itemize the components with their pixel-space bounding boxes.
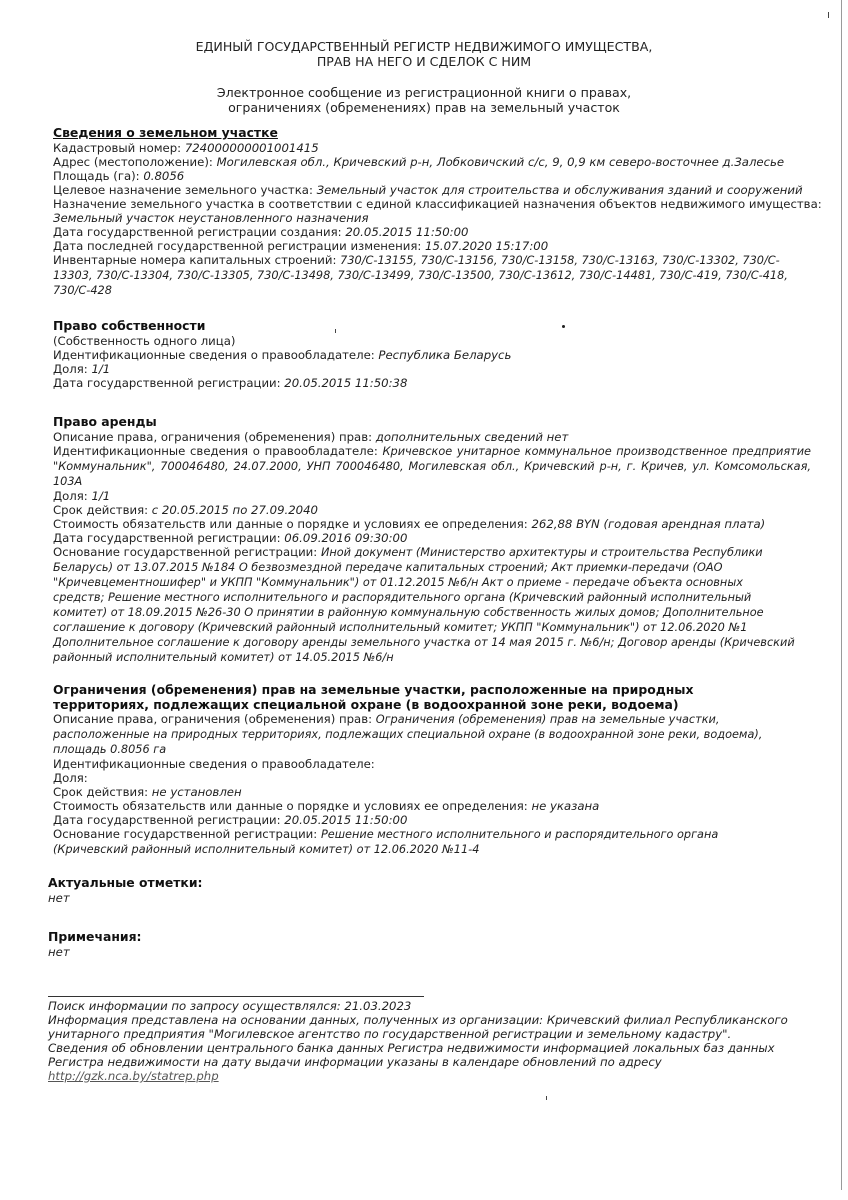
classification-value: Земельный участок неустановленного назначения: [53, 210, 369, 225]
inventory-numbers-label: Инвентарные номера капитальных строений:: [53, 252, 341, 267]
changed-date-row: [53, 239, 815, 253]
restrictions-description-value: Ограничения (обременения) прав на земельные участки, расположенные на природных территориях, подлежащих специальной охране (в водоохранной зоне реки, водоема), площадь 0.8056 га: [53, 713, 763, 757]
restrictions-reg-date-label: Дата государственной регистрации:: [53, 813, 285, 828]
scan-speck: [828, 12, 829, 18]
cadastral-number-value: 724000000001001415: [184, 140, 319, 155]
restrictions-share-label: Доля:: [53, 771, 88, 786]
restrictions-reg-date-row: [53, 813, 793, 827]
subtitle-line-2: ограничениях (обременениях) прав на земельный участок: [228, 99, 620, 115]
restrictions-reg-date-value: 20.05.2015 11:50:00: [284, 813, 408, 828]
current-marks-heading: Актуальные отметки:: [48, 875, 203, 890]
purpose-row: [53, 183, 815, 197]
restrictions-basis-value: Решение местного исполнительного и распорядительного органа (Кричевский районный исполнительный комитет) от 12.06.2020 №11-4: [53, 828, 719, 857]
lease-cost-label: Стоимость обязательств или данные о порядке и условиях ее определения:: [53, 516, 532, 531]
classification-label: Назначение земельного участка в соответствии с единой классификацией назначения объектов недвижимого имущества:: [53, 196, 822, 211]
area-row: [53, 169, 815, 183]
lease-reg-date-label: Дата государственной регистрации:: [53, 530, 285, 545]
current-marks-value: нет: [48, 890, 70, 905]
lease-cost-value: 262,88 BYN (годовая арендная плата): [531, 516, 766, 531]
lease-basis-value: Иной документ (Министерство архитектуры и строительства Республики Беларусь) от 13.07.2015 №184 О безвозмездной передаче капитальных строений; Акт приемки-передачи (ОАО "Кричевцементношифер" и УКПП "Коммунальник") от 01.12.2015 №6/н Акт о приеме - передаче объекта основных средств; Решение местного исполнительного и распорядительного органа (Кричевский районный исполнительный комитет) от 18.09.2015 №26-30 О принятии в районную коммунальную собственность жилых домов; Дополнительное соглашение к договору (Кричевский районный исполнительный комитет; УКПП "Коммунальник") от 12.06.2020 №1 Дополнительное соглашение к договору аренды земельного участка от 14 мая 2015 г. №6/н; Договор аренды (Кричевский районный исполнительный комитет) от 14.05.2015 №6/н: [53, 545, 795, 664]
purpose-value: Земельный участок для строительства и обслуживания зданий и сооружений: [316, 182, 803, 197]
ownership-share-label: Доля:: [53, 361, 92, 376]
changed-date-label: Дата последней государственной регистрации изменения:: [53, 238, 426, 253]
document-subtitle: [0, 86, 848, 116]
lease-holder-row: [53, 444, 811, 489]
ownership-holder-value: Республика Беларусь: [378, 347, 512, 362]
title-line-1: ЕДИНЫЙ ГОСУДАРСТВЕННЫЙ РЕГИСТР НЕДВИЖИМОГО ИМУЩЕСТВА,: [195, 39, 653, 54]
title-line-2: ПРАВ НА НЕГО И СДЕЛОК С НИМ: [316, 53, 532, 69]
footer-divider: [48, 996, 424, 997]
notes-heading: Примечания:: [48, 929, 142, 944]
lease-term-row: [53, 503, 815, 517]
restrictions-term-label: Срок действия:: [53, 785, 152, 800]
ownership-reg-date-value: 20.05.2015 11:50:38: [284, 375, 408, 390]
search-info: Поиск информации по запросу осуществлялся: 21.03.2023: [48, 999, 412, 1013]
restrictions-basis-label: Основание государственной регистрации:: [53, 827, 321, 842]
ownership-share-row: [53, 362, 815, 376]
ownership-type: (Собственность одного лица): [53, 333, 236, 348]
lease-section: [53, 415, 815, 665]
land-plot-section: [53, 125, 822, 298]
ownership-section: [53, 319, 815, 390]
created-date-label: Дата государственной регистрации создания:: [53, 224, 346, 239]
restrictions-term-value: не установлен: [151, 785, 242, 800]
lease-term-label: Срок действия:: [53, 502, 152, 517]
scan-speck: [546, 1096, 547, 1100]
address-row: [53, 155, 815, 169]
inventory-numbers-row: [53, 253, 795, 298]
restrictions-cost-label: Стоимость обязательств или данные о порядке и условиях ее определения:: [53, 799, 532, 814]
lease-cost-row: [53, 517, 815, 531]
notes-section: [48, 930, 810, 959]
ownership-reg-date-row: [53, 376, 815, 390]
lease-share-label: Доля:: [53, 488, 92, 503]
footer: [48, 996, 788, 1083]
restrictions-cost-row: [53, 799, 793, 813]
lease-heading: Право аренды: [53, 414, 157, 429]
document-title: [0, 40, 848, 70]
update-info: Сведения об обновлении центрального банка данных Регистра недвижимости информацией локальных баз данных Регистра недвижимости на дату выдачи информации указаны в календаре обновлений по адресу: [48, 1041, 775, 1069]
restrictions-cost-value: не указана: [531, 799, 600, 814]
ownership-share-value: 1/1: [91, 361, 111, 376]
current-marks-section: [48, 876, 810, 905]
created-date-row: [53, 225, 815, 239]
source-info: Информация представлена на основании данных, полученных из организации: Кричевский филиал Республиканского унитарного предприятия "Могилевское агентство по государственной регистрации и земельному кадастру".: [48, 1013, 788, 1041]
ownership-reg-date-label: Дата государственной регистрации:: [53, 375, 285, 390]
lease-holder-label: Идентификационные сведения о правообладателе:: [53, 443, 383, 458]
lease-description-label: Описание права, ограничения (обременения) прав:: [53, 429, 376, 444]
scan-speck: [335, 329, 336, 333]
cadastral-number-row: [53, 141, 815, 155]
lease-share-row: [53, 489, 815, 503]
restrictions-description-row: [53, 712, 773, 757]
subtitle-line-1: Электронное сообщение из регистрационной книги о правах,: [216, 85, 632, 100]
restrictions-section: [53, 683, 793, 857]
notes-value: нет: [48, 944, 70, 959]
restrictions-heading: Ограничения (обременения) прав на земельные участки, расположенные на природных территориях, подлежащих специальной охране (в водоохранной зоне реки, водоема): [53, 682, 694, 712]
land-plot-heading: Сведения о земельном участке: [53, 125, 278, 140]
lease-basis-row: [53, 545, 797, 665]
ownership-holder-row: [53, 348, 815, 362]
area-label: Площадь (га):: [53, 168, 144, 183]
lease-reg-date-value: 06.09.2016 09:30:00: [284, 530, 408, 545]
ownership-heading: Право собственности: [53, 318, 206, 333]
restrictions-holder-label: Идентификационные сведения о правообладателе:: [53, 757, 375, 772]
inventory-numbers-value: 730/C-13155, 730/C-13156, 730/C-13158, 730/C-13163, 730/C-13302, 730/C-13303, 730/C-13304, 730/C-13305, 730/C-13498, 730/C-13499, 730/C-13500, 730/C-13612, 730/C-14481, 730/C-419, 730/C-418, 730/C-428: [53, 253, 788, 297]
lease-share-value: 1/1: [91, 488, 111, 503]
lease-description-row: [53, 430, 815, 444]
lease-description-value: дополнительных сведений нет: [375, 429, 569, 444]
cadastral-number-label: Кадастровый номер:: [53, 140, 185, 155]
area-value: 0.8056: [143, 168, 185, 183]
restrictions-description-label: Описание права, ограничения (обременения) прав:: [53, 712, 376, 727]
statrep-link[interactable]: http://gzk.nca.by/statrep.php: [48, 1069, 219, 1083]
ownership-holder-label: Идентификационные сведения о правообладателе:: [53, 347, 379, 362]
scan-edge-line: [841, 0, 842, 1190]
address-value: Могилевская обл., Кричевский р-н, Лобковичский с/с, 9, 0,9 км северо-восточнее д.Залесье: [216, 154, 785, 169]
purpose-label: Целевое назначение земельного участка:: [53, 182, 317, 197]
restrictions-basis-row: [53, 827, 793, 857]
restrictions-term-row: [53, 785, 793, 799]
lease-reg-date-row: [53, 531, 815, 545]
changed-date-value: 15.07.2020 15:17:00: [425, 238, 549, 253]
address-label: Адрес (местоположение):: [53, 154, 217, 169]
lease-basis-label: Основание государственной регистрации:: [53, 544, 321, 559]
lease-holder-value: Кричевское унитарное коммунальное производственное предприятие "Коммунальник", 700046480, 24.07.2000, УНП 700046480, Могилевская обл., Кричевский р-н, г. Кричев, ул. Комсомольская, 103А: [53, 444, 811, 488]
lease-term-value: с 20.05.2015 по 27.09.2040: [151, 502, 318, 517]
scan-speck: [562, 325, 565, 328]
created-date-value: 20.05.2015 11:50:00: [345, 224, 469, 239]
